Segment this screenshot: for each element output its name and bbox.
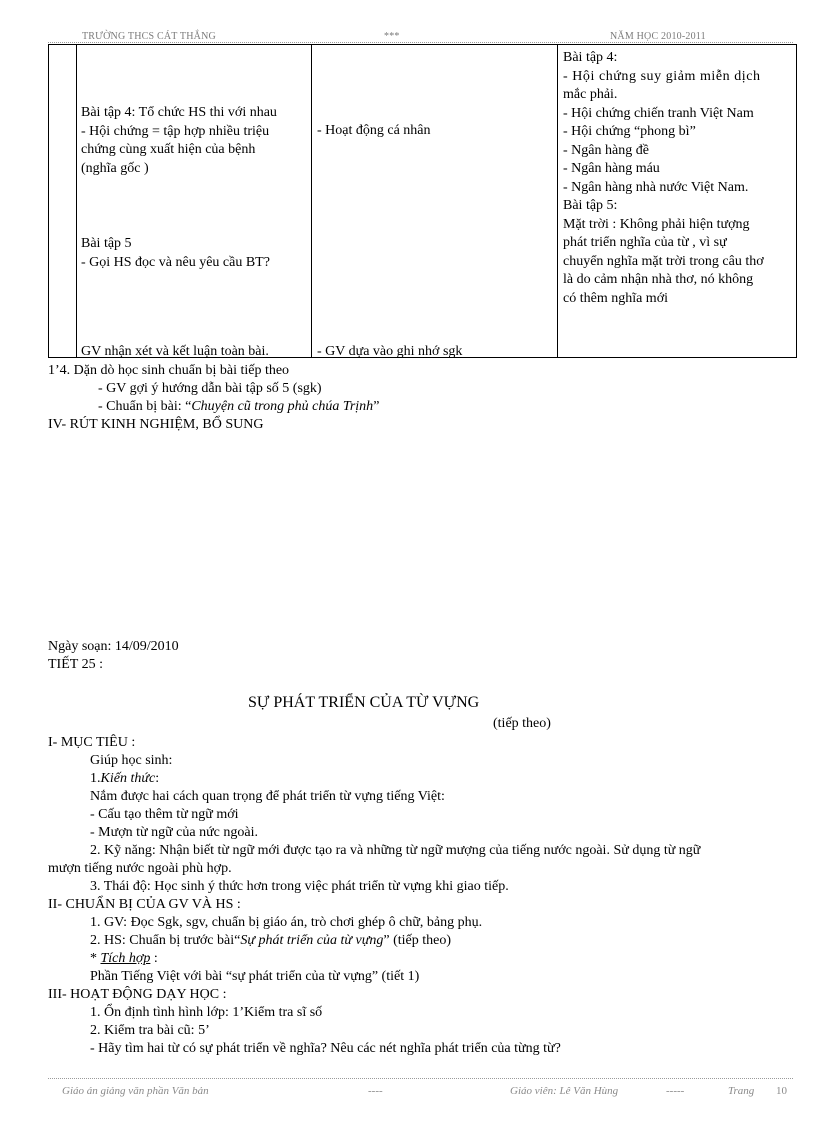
- answer-line: Bài tập 4:: [563, 50, 618, 65]
- activity-item: 1. Ổn định tình hình lớp: 1’Kiểm tra sĩ số: [90, 1005, 323, 1020]
- skill-line: mượn tiếng nước ngoài phù hợp.: [48, 861, 232, 876]
- header-divider: [48, 42, 793, 43]
- answers-column: [563, 49, 789, 308]
- lesson-title: SỰ PHÁT TRIỂN CỦA TỪ VỰNG: [248, 694, 480, 711]
- student-activity: - Hoạt động cá nhân: [317, 123, 431, 138]
- section-iii-heading: III- HOẠT ĐỘNG DẠY HỌC :: [48, 987, 227, 1002]
- knowledge-item: - Mượn từ ngữ của nức ngoài.: [90, 825, 258, 840]
- answer-line: có thêm nghĩa mới: [563, 290, 668, 306]
- integration-colon: :: [150, 951, 158, 966]
- section-i-intro: Giúp học sinh:: [90, 753, 173, 768]
- bt4-line: - Hội chứng = tập hợp nhiều triệu: [81, 123, 270, 139]
- answer-line: chuyển nghĩa mặt trời trong câu thơ: [563, 253, 764, 269]
- date-line: Ngày soạn: 14/09/2010: [48, 639, 179, 654]
- footer-page-number: 10: [776, 1085, 787, 1097]
- teacher-activity-bt5: [81, 235, 270, 272]
- answer-line: - Ngân hàng nhà nước Việt Nam.: [563, 179, 749, 195]
- answer-line: - Ngân hàng máu: [563, 161, 660, 176]
- knowledge-text: Nắm được hai cách quan trọng để phát triển từ vựng tiếng Việt:: [90, 789, 445, 804]
- teacher-conclusion: GV nhận xét và kết luận toàn bài.: [81, 344, 269, 359]
- answer-line: Mặt trời : Không phải hiện tượng: [563, 216, 750, 232]
- footer-teacher: Giáo viên: Lê Văn Hùng: [510, 1085, 619, 1097]
- bt4-title: Bài tập 4: Tổ chức HS thi với nhau: [81, 105, 277, 120]
- answer-line: - Hội chứng chiến tranh Việt Nam: [563, 105, 754, 121]
- homework-suffix: ”: [373, 399, 380, 414]
- knowledge-num: 1.: [90, 771, 101, 786]
- prep-hs-prefix: 2. HS: Chuẩn bị trước bài“: [90, 933, 241, 948]
- answer-line: - Hội chứng suy giảm miễn dịch: [563, 68, 761, 84]
- student-memo: - GV dựa vào ghi nhớ sgk: [317, 344, 463, 359]
- knowledge-label-line: [90, 770, 159, 788]
- bt4-line: (nghĩa gốc ): [81, 160, 149, 176]
- integration-text: Phần Tiếng Việt với bài “sự phát triển của từ vựng” (tiết 1): [90, 969, 420, 984]
- answer-line: phát triển nghĩa của từ , vì sự: [563, 235, 727, 250]
- bt5-line: - Gọi HS đọc và nêu yêu cầu BT?: [81, 254, 270, 270]
- table-col-divider-3: [557, 45, 558, 357]
- homework-line: [98, 398, 379, 416]
- bt4-line: chứng cùng xuất hiện của bệnh: [81, 142, 256, 157]
- homework-line: - GV gợi ý hướng dẫn bài tập số 5 (sgk): [98, 381, 322, 396]
- homework-prefix: - Chuẩn bị bài: “: [98, 399, 192, 414]
- header-stars: ***: [384, 31, 400, 42]
- attitude-line: 3. Thái độ: Học sinh ý thức hơn trong việc phát triển từ vựng khi giao tiếp.: [90, 879, 509, 894]
- answer-line: Bài tập 5:: [563, 198, 618, 213]
- table-col-divider-2: [311, 45, 312, 357]
- table-col-divider-1: [76, 45, 77, 357]
- header-year: NĂM HỌC 2010-2011: [610, 31, 706, 42]
- homework-title: 1’4. Dặn dò học sinh chuẩn bị bài tiếp theo: [48, 363, 290, 378]
- prep-hs-lesson: Sự phát triển của từ vựng: [240, 933, 384, 948]
- bt5-title: Bài tập 5: [81, 236, 132, 251]
- prep-hs-suffix: ” (tiếp theo): [383, 933, 452, 948]
- footer-dash: -----: [666, 1085, 685, 1097]
- integration-star: *: [90, 951, 101, 966]
- answer-line: mắc phải.: [563, 87, 618, 102]
- integration-label: Tích hợp: [100, 951, 151, 966]
- section-i-heading: I- MỤC TIÊU :: [48, 735, 136, 750]
- activity-item: 2. Kiểm tra bài cũ: 5’: [90, 1023, 210, 1038]
- knowledge-colon: :: [155, 771, 160, 786]
- period-line: TIẾT 25 :: [48, 657, 103, 672]
- lesson-table: [48, 44, 797, 358]
- answer-line: - Hội chứng “phong bì”: [563, 124, 696, 139]
- header-school: TRƯỜNG THCS CÁT THẮNG: [82, 31, 216, 42]
- footer-dash: ----: [368, 1085, 383, 1097]
- answer-line: - Ngân hàng đề: [563, 142, 649, 158]
- integration-label-line: [90, 950, 158, 968]
- section-iv-heading: IV- RÚT KINH NGHIỆM, BỔ SUNG: [48, 417, 264, 432]
- lesson-subtitle: (tiếp theo): [493, 716, 551, 731]
- footer-divider: [48, 1078, 793, 1079]
- skill-line: 2. Kỹ năng: Nhận biết từ ngữ mới được tạo ra và những từ ngữ mượng của tiếng nước ngoài. Sử dụng từ ngữ: [90, 843, 701, 858]
- section-ii-heading: II- CHUẨN BỊ CỦA GV VÀ HS :: [48, 897, 241, 912]
- knowledge-item: - Cấu tạo thêm từ ngữ mới: [90, 807, 239, 822]
- footer-subject: Giáo án giảng văn phần Văn bản: [62, 1085, 209, 1097]
- footer-page-label: Trang: [728, 1085, 755, 1097]
- review-question: - Hãy tìm hai từ có sự phát triển về nghĩa? Nêu các nét nghĩa phát triển của từng từ?: [90, 1041, 561, 1056]
- homework-lesson-name: Chuyện cũ trong phủ chúa Trịnh: [191, 399, 374, 414]
- answer-line: là do cảm nhận nhà thơ, nó không: [563, 272, 754, 287]
- prep-hs: [90, 932, 451, 950]
- prep-gv: 1. GV: Đọc Sgk, sgv, chuẩn bị giáo án, trò chơi ghép ô chữ, bảng phụ.: [90, 915, 483, 930]
- knowledge-label: Kiến thức: [100, 771, 156, 786]
- teacher-activity-bt4: [81, 104, 277, 178]
